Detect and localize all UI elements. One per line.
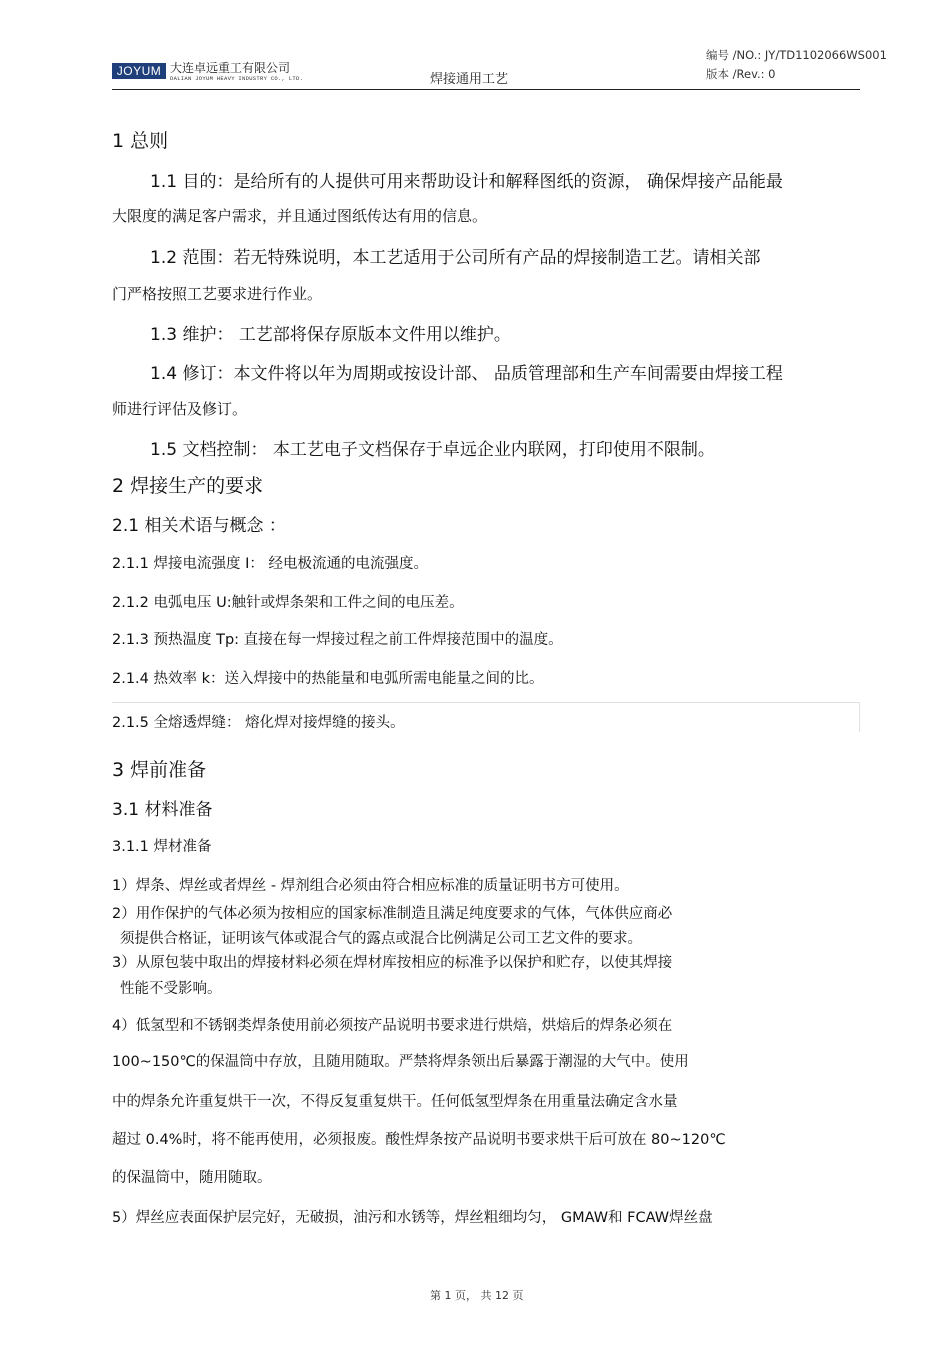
company-logo: JOYUM — [112, 63, 166, 79]
header-divider — [112, 89, 860, 90]
company-name-en: DALIAN JOYUM HEAVY INDUSTRY CO., LTD. — [170, 75, 304, 82]
document-title: 焊接通用工艺 — [430, 72, 509, 87]
term-line: 2.1.4 热效率 k：送入焊接中的热能量和电弧所需电能量之间的比。 — [112, 671, 544, 687]
list-item: 3）从原包装中取出的焊接材料必须在焊材库按相应的标准予以保护和贮存，以使其焊接 — [112, 955, 673, 971]
subsection-heading: 2.1 相关术语与概念 ： — [112, 516, 286, 536]
subsection-heading: 3.1 材料准备 — [112, 800, 213, 820]
list-item: 1）焊条、焊丝或者焊丝 - 焊剂组合必须由符合相应标准的质量证明书方可使用。 — [112, 878, 629, 894]
term-line: 2.1.1 焊接电流强度 I： 经电极流通的电流强度。 — [112, 556, 428, 572]
term-line: 2.1.3 预热温度 Tp: 直接在每一焊接过程之前工件焊接范围中的温度。 — [112, 632, 563, 648]
section-3-heading: 3 焊前准备 — [112, 759, 207, 781]
section-2-heading: 2 焊接生产的要求 — [112, 475, 264, 497]
list-item-continuation: 中的焊条允许重复烘干一次，不得反复重复烘干。任何低氢型焊条在用重量法确定含水量 — [112, 1094, 678, 1110]
document-number: 编号 /NO.: JY/TD1102066WS001 — [706, 48, 887, 62]
list-item-continuation: 性能不受影响。 — [120, 981, 222, 997]
paragraph-line: 1.2 范围：若无特殊说明，本工艺适用于公司所有产品的焊接制造工艺。请相关部 — [150, 248, 761, 268]
paragraph-line: 门严格按照工艺要求进行作业。 — [112, 285, 323, 303]
document-revision: 版本 /Rev.: 0 — [706, 67, 776, 81]
paragraph-line: 1.3 维护： 工艺部将保存原版本文件用以维护。 — [150, 325, 511, 345]
company-name-cn: 大连卓远重工有限公司 — [170, 61, 291, 75]
list-item: 5）焊丝应表面保护层完好，无破损，油污和水锈等，焊丝粗细均匀， GMAW和 FCAW焊丝盘 — [112, 1210, 713, 1226]
paragraph-line: 1.1 目的：是给所有的人提供可用来帮助设计和解释图纸的资源， 确保焊接产品能最 — [150, 172, 783, 192]
page-number: 第 1 页， 共 12 页 — [430, 1289, 524, 1302]
subsection-heading: 3.1.1 焊材准备 — [112, 839, 212, 855]
paragraph-line: 1.4 修订：本文件将以年为周期或按设计部、 品质管理部和生产车间需要由焊接工程 — [150, 364, 783, 384]
list-item-continuation: 的保温筒中，随用随取。 — [112, 1170, 272, 1186]
paragraph-line: 1.5 文档控制： 本工艺电子文档保存于卓远企业内联网，打印使用不限制。 — [150, 440, 715, 460]
section-1-heading: 1 总则 — [112, 130, 169, 152]
term-line: 2.1.5 全熔透焊缝： 熔化焊对接焊缝的接头。 — [112, 715, 405, 731]
paragraph-line: 大限度的满足客户需求，并且通过图纸传达有用的信息。 — [112, 207, 488, 225]
term-line: 2.1.2 电弧电压 U:触针或焊条架和工件之间的电压差。 — [112, 595, 464, 611]
list-item-continuation: 须提供合格证，证明该气体或混合气的露点或混合比例满足公司工艺文件的要求。 — [120, 931, 642, 947]
list-item-continuation: 100~150℃的保温筒中存放，且随用随取。严禁将焊条领出后暴露于潮湿的大气中。使用 — [112, 1054, 689, 1070]
box-border-right — [859, 702, 860, 732]
list-item: 4）低氢型和不锈钢类焊条使用前必须按产品说明书要求进行烘焙，烘焙后的焊条必须在 — [112, 1018, 673, 1034]
paragraph-line: 师进行评估及修订。 — [112, 400, 248, 418]
list-item-continuation: 超过 0.4%时，将不能再使用，必须报废。酸性焊条按产品说明书要求烘干后可放在 80~120℃ — [112, 1132, 726, 1148]
box-border-top — [112, 702, 860, 703]
list-item: 2）用作保护的气体必须为按相应的国家标准制造且满足纯度要求的气体，气体供应商必 — [112, 906, 673, 922]
